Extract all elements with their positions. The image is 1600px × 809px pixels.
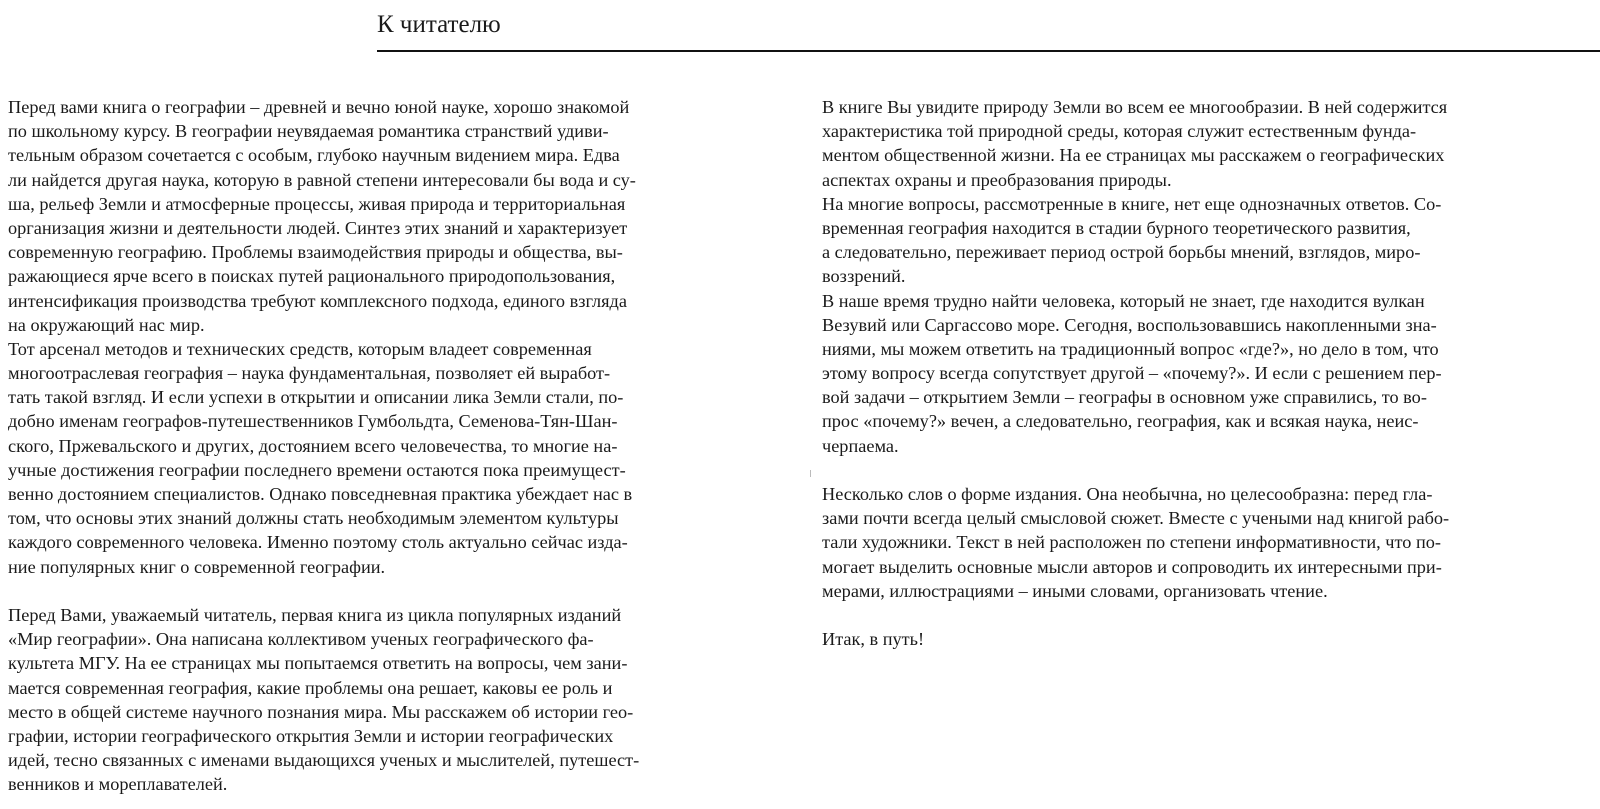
text-line: временная география находится в стадии бурного теоретического развития, xyxy=(822,217,1411,238)
text-line: ниями, мы можем ответить на традиционный вопрос «где?», но дело в том, что xyxy=(822,338,1439,359)
text-line: прос «почему?» вечен, а следовательно, география, как и всякая наука, неис- xyxy=(822,411,1419,432)
text-line: а следовательно, переживает период острой борьбы мнений, взглядов, миро- xyxy=(822,242,1421,263)
text-line: по школьному курсу. В географии неувядаемая романтика странствий удиви- xyxy=(8,121,609,142)
text-line: вой задачи – открытием Земли – географы в основном уже справились, то во- xyxy=(822,387,1427,408)
text-line: аспектах охраны и преобразования природы. xyxy=(822,169,1172,190)
text-line: на окружающий нас мир. xyxy=(8,314,205,335)
text-line: венно достоянием специалистов. Однако повседневная практика убеждает нас в xyxy=(8,484,633,504)
text-line: ражающиеся ярче всего в поисках путей рационального природопользования, xyxy=(8,266,616,287)
text-line: ша, рельеф Земли и атмосферные процессы, живая природа и территориальная xyxy=(8,193,626,214)
text-line: каждого современного человека. Именно поэтому столь актуально сейчас изда- xyxy=(8,532,628,553)
left-column xyxy=(8,95,798,796)
text-line: современную географию. Проблемы взаимодействия природы и общества, вы- xyxy=(8,242,623,263)
text-line: организация жизни и деятельности людей. Синтез этих знаний и характеризует xyxy=(8,217,628,238)
text-line: этому вопросу всегда сопутствует другой – «почему?». И если с решением пер- xyxy=(822,363,1442,384)
text-line: ние популярных книг о современной географии. xyxy=(8,556,386,577)
text-line: В наше время трудно найти человека, который не знает, где находится вулкан xyxy=(822,290,1425,311)
text-line: Несколько слов о форме издания. Она необычна, но целесообразна: перед гла- xyxy=(822,484,1433,504)
text-line: Везувий или Саргассово море. Сегодня, воспользовавшись накопленными зна- xyxy=(822,314,1437,335)
text-line: черпаема. xyxy=(822,435,899,456)
text-line: Тот арсенал методов и технических средств, которым владеет современная xyxy=(8,338,592,359)
text-line: том, что основы этих знаний должны стать необходимым элементом культуры xyxy=(8,508,619,529)
text-line: венников и мореплавателей. xyxy=(8,774,228,795)
text-line: тельным образом сочетается с особым, глубоко научным видением мира. Едва xyxy=(8,145,620,166)
text-line: тать такой взгляд. И если успехи в открытии и описании лика Земли стали, по- xyxy=(8,387,624,408)
paragraph-gap xyxy=(822,603,1600,627)
text-line: интенсификация производства требуют комплексного подхода, единого взгляда xyxy=(8,290,627,311)
text-line: На многие вопросы, рассмотренные в книге, нет еще однозначных ответов. Со- xyxy=(822,193,1442,214)
title-rule xyxy=(377,50,1600,52)
right-column xyxy=(822,95,1600,651)
text-line: зами почти всегда целый смысловой сюжет. Вместе с учеными над книгой рабо- xyxy=(822,508,1450,529)
text-line: Перед вами книга о географии – древней и вечно юной науке, хорошо знакомой xyxy=(8,97,630,117)
text-line: культета МГУ. На ее страницах мы попытаемся ответить на вопросы, чем зани- xyxy=(8,653,628,674)
text-line: мерами, иллюстрациями – иными словами, организовать чтение. xyxy=(822,580,1328,601)
text-line: воззрений. xyxy=(822,266,906,287)
text-line: могает выделить основные мысли авторов и сопроводить их интересными при- xyxy=(822,556,1442,577)
text-line: графии, истории географического открытия Земли и истории географических xyxy=(8,725,614,746)
page-title: К читателю xyxy=(377,11,501,38)
text-line: В книге Вы увидите природу Земли во всем ее многообразии. В ней содержится xyxy=(822,97,1448,117)
text-line: добно именам географов-путешественников Гумбольдта, Семенова-Тян-Шан- xyxy=(8,411,618,432)
text-line: многоотраслевая география – наука фундаментальная, позволяет ей выработ- xyxy=(8,363,611,384)
text-line: ли найдется другая наука, которую в равной степени интересовали бы вода и су- xyxy=(8,169,636,190)
paragraph-gap xyxy=(822,458,1600,482)
text-line: мается современная география, какие проблемы она решает, каковы ее роль и xyxy=(8,677,613,698)
text-line: Перед Вами, уважаемый читатель, первая книга из цикла популярных изданий xyxy=(8,604,622,625)
text-line: ментом общественной жизни. На ее страницах мы расскажем о географических xyxy=(822,145,1445,166)
text-line: место в общей системе научного познания мира. Мы расскажем об истории гео- xyxy=(8,701,634,722)
text-line: учные достижения географии последнего времени остаются пока преимущест- xyxy=(8,459,626,480)
text-line: идей, тесно связанных с именами выдающихся ученых и мыслителей, путешест- xyxy=(8,750,640,771)
stray-mark xyxy=(810,470,811,477)
paragraph-gap xyxy=(8,579,798,603)
text-line: тали художники. Текст в ней расположен по степени информативности, что по- xyxy=(822,532,1441,553)
text-line: «Мир географии». Она написана коллективом ученых географического фа- xyxy=(8,629,594,650)
text-line: ского, Пржевальского и других, достоянием всего человечества, то многие на- xyxy=(8,435,618,456)
text-line: характеристика той природной среды, которая служит естественным фунда- xyxy=(822,121,1417,142)
text-line: Итак, в путь! xyxy=(822,629,925,650)
